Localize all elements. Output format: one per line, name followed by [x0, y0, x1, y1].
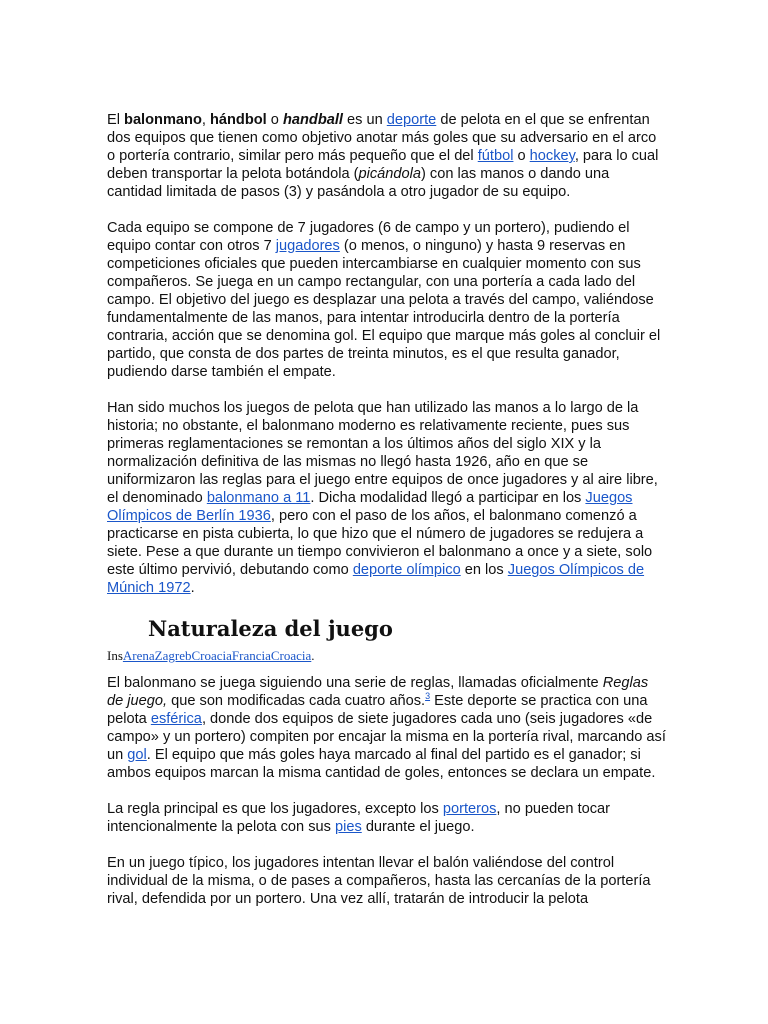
bold-italic-term-handball: handball	[282, 112, 343, 128]
section-heading: Naturaleza del juego	[148, 616, 393, 641]
text-run: o	[266, 112, 283, 128]
text-run: . Dicha modalidad llegó a participar en los	[310, 490, 586, 506]
text-run: Este deporte se practica con una pelota	[107, 693, 648, 727]
text-run: en los	[460, 562, 508, 578]
intro-paragraph	[107, 111, 667, 201]
link-balonmano-a-11[interactable]: balonmano a 11	[206, 490, 311, 506]
link-gol[interactable]: gol	[127, 747, 147, 763]
link-jugadores[interactable]: jugadores	[275, 238, 340, 254]
text-run: , pero con el paso de los años, el balonmano comenzó a practicarse en pista cubierta, lo que hizo que el número de jugadores se redujera a siete. Pese a que durante un tiempo convivieron el balonmano a once y a siete, solo este último pervivió, debutando como	[107, 508, 653, 578]
italic-term-reglas: Reglas de juego,	[107, 675, 649, 709]
text-run: ,	[201, 112, 210, 128]
text-run: o	[513, 148, 530, 164]
text-run: , para lo cual deben transportar la pelota botándola (	[107, 148, 659, 182]
text-run: Cada equipo se compone de 7 jugadores (6 de campo y un portero), pudiendo el equipo contar con otros 7	[107, 220, 630, 254]
team-composition-paragraph	[107, 219, 667, 381]
article-body	[107, 111, 667, 926]
history-paragraph	[107, 399, 667, 597]
text-run: ) con las manos o dando una cantidad limitada de pasos (3) y pasándola a otro jugador de su equipo.	[107, 166, 610, 200]
link-porteros[interactable]: porteros	[442, 801, 497, 817]
text-run: En un juego típico, los jugadores intentan llevar el balón valiéndose del control individual de la misma, o de pases a compañeros, hasta las cercanías de la portería rival, defendida por un portero. Una vez allí, tratarán de introducir la pelota	[107, 855, 651, 907]
footnote-ref-3[interactable]: 3	[425, 691, 431, 702]
text-run: (o menos, o ninguno) y hasta 9 reservas en competiciones oficiales que pueden intercambiarse en cualquier momento con sus compañeros. Se juega en un campo rectangular, con una portería a cada lado del campo. El objetivo del juego es desplazar una pelota a través del campo, valiéndose fundamentalmente de las manos, para intentar introducirla dentro de la portería contraria, acción que se denomina gol. El equipo que marque más goles al concluir el partido, que consta de dos partes de treinta minutos, es el que resulta ganador, pudiendo darse también el empate.	[107, 238, 661, 380]
text-run: durante el juego.	[361, 819, 475, 835]
text-run: .	[190, 580, 195, 596]
text-run: , no pueden tocar intencionalmente la pelota con sus	[107, 801, 611, 835]
link-futbol[interactable]: fútbol	[477, 148, 514, 164]
link-deporte[interactable]: deporte	[386, 112, 437, 128]
text-run: La regla principal es que los jugadores, excepto los	[107, 801, 443, 817]
main-rule-paragraph	[107, 800, 667, 836]
link-deporte-olimpico[interactable]: deporte olímpico	[352, 562, 461, 578]
bold-term-balonmano: balonmano	[124, 112, 202, 128]
typical-game-paragraph	[107, 854, 667, 908]
text-run: es un	[342, 112, 387, 128]
link-juegos-munich-1972[interactable]: Juegos Olímpicos de Múnich 1972	[107, 562, 645, 596]
text-run: . El equipo que más goles haya marcado al final del partido es el ganador; si ambos equipos marcan la misma cantidad de goles, entonces se declara un empate.	[107, 747, 656, 781]
caption-prefix: Ins	[107, 648, 123, 663]
text-run: de pelota en el que se enfrentan dos equipos que tienen como objetivo anotar más goles que su adversario en el arco o portería contrario, similar pero más pequeño que el del	[107, 112, 657, 164]
link-esferica[interactable]: esférica	[150, 711, 202, 727]
caption-link[interactable]: ArenaZagrebCroaciaFranciaCroacia	[122, 648, 312, 663]
text-run: El	[107, 112, 125, 128]
rules-paragraph	[107, 674, 667, 782]
link-pies[interactable]: pies	[334, 819, 362, 835]
text-run: que son modificadas cada cuatro años.	[167, 693, 426, 709]
bold-term-handbol: hándbol	[209, 112, 267, 128]
text-run: , donde dos equipos de siete jugadores cada uno (seis jugadores «de campo» y un portero) compiten por encajar la misma en la portería rival, marcando así un	[107, 711, 666, 763]
link-juegos-berlin-1936[interactable]: Juegos Olímpicos de Berlín 1936	[107, 490, 633, 524]
caption-suffix: .	[311, 648, 315, 663]
text-run: Han sido muchos los juegos de pelota que han utilizado las manos a lo largo de la historia; no obstante, el balonmano moderno es relativamente reciente, pues sus primeras reglamentaciones se remontan a los últimos años del siglo XIX y la normalización definitiva de las mismas no llegó hasta 1926, año en que se uniformizaron las reglas para el juego entre equipos de once jugadores y al aire libre, el denominado	[107, 400, 658, 506]
italic-term-picandola: picándola	[358, 166, 421, 182]
text-run: El balonmano se juega siguiendo una serie de reglas, llamadas oficialmente	[107, 675, 603, 691]
image-caption-line	[107, 646, 667, 666]
link-hockey[interactable]: hockey	[529, 148, 575, 164]
